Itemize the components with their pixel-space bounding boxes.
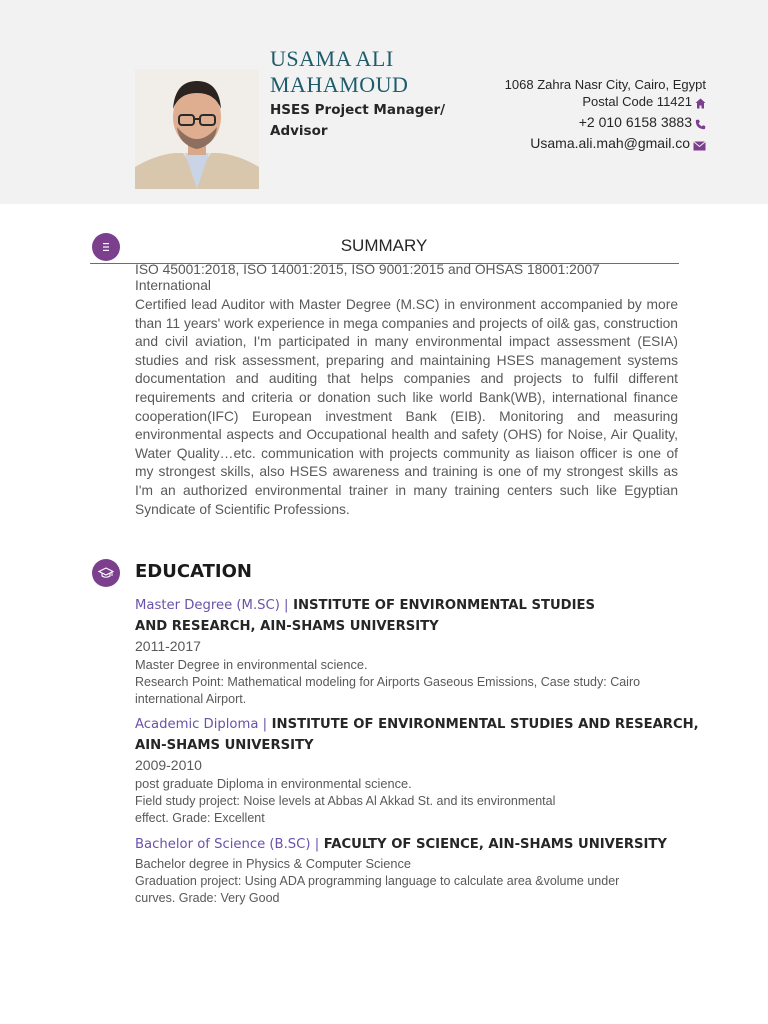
candidate-title-line1: HSES Project Manager/ bbox=[270, 102, 446, 118]
postal-row bbox=[505, 93, 706, 110]
education-detail bbox=[135, 873, 735, 907]
institution-name-cont: AND RESEARCH, AIN-SHAMS UNIVERSITY bbox=[135, 619, 439, 634]
education-description: Bachelor degree in Physics & Computer Science bbox=[135, 856, 411, 871]
education-heading: EDUCATION bbox=[135, 561, 252, 582]
education-entry-heading bbox=[135, 714, 725, 735]
education-detail-line: Research Point: Mathematical modeling for Airports Gaseous Emissions, Case study: Cairo bbox=[135, 675, 641, 689]
phone-icon bbox=[695, 117, 706, 128]
education-detail bbox=[135, 793, 725, 827]
resume-header bbox=[0, 0, 768, 204]
summary-section bbox=[135, 262, 678, 519]
candidate-name-line2: MAHAMOUD bbox=[270, 72, 409, 97]
address-row bbox=[505, 76, 706, 93]
candidate-name bbox=[270, 46, 490, 98]
summary-body: Certified lead Auditor with Master Degree (M.SC) in environment accompanied by more than 11 years' work experience in mega companies and projects of oil& gas, construction and civil aviation, I'm participated in many environmental impact assessment (ESIA) studies and risk assessment, preparing and maintaining HSES management systems documentation and auditing that helps companies and projects to fulfil different requirements and criteria or donation such like world Bank(WB), international finance cooperation(IFC) European investment Bank (EIB). Monitoring and measuring environmental aspects and Occupational health and safety (OHS) for Noise, Air Quality, Water Quality…etc. communication with projects community as liaison officer is one of my strongest skills, also HSES awareness and training is one of my strongest skills as I'm an authorized environmental trainer in many training centers such like Egyptian Syndicate of Scientific Professions. bbox=[135, 297, 678, 517]
profile-photo bbox=[135, 69, 259, 189]
degree-name: Bachelor of Science (B.SC) | bbox=[135, 837, 320, 852]
email-row[interactable] bbox=[505, 135, 706, 152]
email-icon bbox=[693, 138, 706, 149]
education-cap-icon bbox=[92, 559, 120, 587]
education-entry-heading bbox=[135, 834, 735, 855]
institution-name: INSTITUTE OF ENVIRONMENTAL STUDIES AND RESEARCH, bbox=[271, 717, 699, 732]
education-years: 2011-2017 bbox=[135, 638, 201, 654]
education-years: 2009-2010 bbox=[135, 757, 202, 773]
phone-row[interactable] bbox=[505, 114, 706, 131]
education-entry-heading bbox=[135, 595, 725, 616]
candidate-title bbox=[270, 100, 470, 142]
education-detail-line: Field study project: Noise levels at Abbas Al Akkad St. and its environmental bbox=[135, 794, 556, 808]
institution-name: INSTITUTE OF ENVIRONMENTAL STUDIES bbox=[293, 598, 596, 613]
summary-line: International bbox=[135, 278, 211, 293]
education-detail-line: effect. Grade: Excellent bbox=[135, 811, 265, 825]
education-detail-line: Graduation project: Using ADA programming language to calculate area &volume under bbox=[135, 874, 620, 888]
institution-name-cont: AIN-SHAMS UNIVERSITY bbox=[135, 738, 314, 753]
summary-heading: SUMMARY bbox=[340, 236, 428, 255]
education-entry bbox=[135, 834, 735, 907]
education-entry bbox=[135, 714, 725, 827]
education-description: Master Degree in environmental science. bbox=[135, 657, 368, 672]
candidate-name-line1: USAMA ALI bbox=[270, 46, 394, 71]
contact-info bbox=[505, 76, 706, 152]
degree-name: Master Degree (M.SC) | bbox=[135, 598, 289, 613]
institution-name: FACULTY OF SCIENCE, AIN-SHAMS UNIVERSITY bbox=[323, 837, 667, 852]
address-text: 1068 Zahra Nasr City, Cairo, Egypt bbox=[504, 77, 706, 92]
email-text[interactable]: Usama.ali.mah@gmail.co bbox=[530, 135, 690, 151]
education-description: post graduate Diploma in environmental science. bbox=[135, 776, 412, 791]
degree-name: Academic Diploma | bbox=[135, 717, 268, 732]
phone-text[interactable]: +2 010 6158 3883 bbox=[578, 114, 692, 130]
education-detail-line: curves. Grade: Very Good bbox=[135, 891, 280, 905]
home-icon bbox=[695, 96, 706, 107]
education-entry bbox=[135, 595, 725, 708]
postal-text: Postal Code 11421 bbox=[582, 94, 692, 109]
summary-line: ISO 45001:2018, ISO 14001:2015, ISO 9001:2015 and OHSAS 18001:2007 bbox=[135, 262, 600, 277]
education-detail bbox=[135, 674, 725, 708]
education-detail-line: international Airport. bbox=[135, 692, 247, 706]
candidate-title-line2: Advisor bbox=[270, 123, 328, 139]
